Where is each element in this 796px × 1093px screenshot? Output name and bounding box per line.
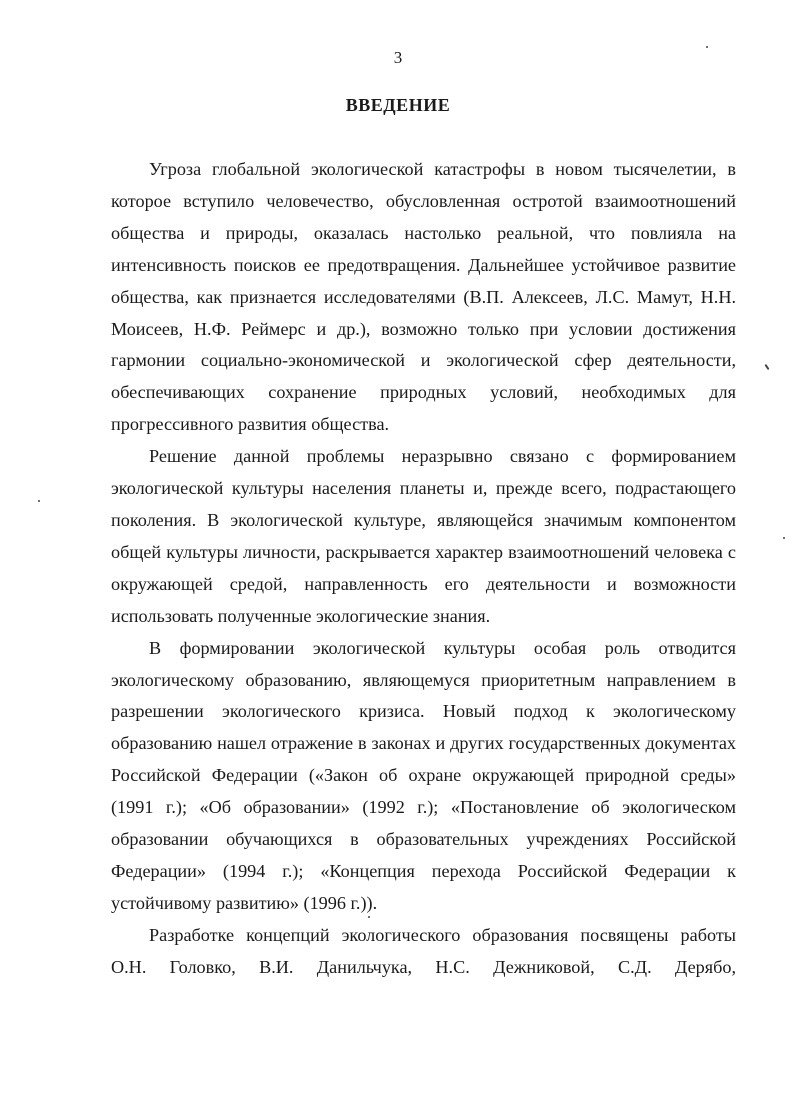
paragraph: Угроза глобальной экологической катастрофы в новом тысячелетии, в которое вступило человечество, обусловленная остротой взаимоотношений общества и природы, оказалась настолько реальной, что повлияла на интенсивность поисков ее предотвращения. Дальнейшее устойчивое развитие общества, как признается исследователями (В.П. Алексеев, Л.С. Мамут, Н.Н. Моисеев, Н.Ф. Реймерс и др.), возможно только при условии достижения гармонии социально-экономической и экологической сфер деятельности, обеспечивающих сохранение природных условий, необходимых для прогрессивного развития общества. xyxy=(111,159,736,435)
paragraph: В формировании экологической культуры особая роль отводится экологическому образованию, являющемуся приоритетным направлением в разрешении экологического кризиса. Новый подход к экологическому образованию нашел отражение в законах и других государственных документах Российской Федерации («Закон об охране окружающей природной среды» (1991 г.); «Об образовании» (1992 г.); «Постановление об экологическом образовании обучающихся в образовательных учреждениях Российской Федерации» (1994 г.); «Концепция перехода Российской Федерации к устойчивому развитию» (1996 г.)). xyxy=(111,637,736,913)
section-heading: ВВЕДЕНИЕ xyxy=(345,95,451,115)
document-body xyxy=(111,154,736,984)
page-number: 3 xyxy=(393,48,403,67)
paragraph: Разработке концепций экологического образования посвящены работы О.Н. Головко, В.И. Данильчука, Н.С. Дежниковой, С.Д. Дерябо, xyxy=(111,924,736,977)
scan-speck xyxy=(368,916,370,918)
scan-speck xyxy=(706,46,708,48)
paragraph: Решение данной проблемы неразрывно связано с формированием экологической культуры населения планеты и, прежде всего, подрастающего поколения. В экологической культуре, являющейся значимым компонентом общей культуры личности, раскрывается характер взаимоотношений человека с окружающей средой, направленность его деятельности и возможности использовать полученные экологические знания. xyxy=(111,446,736,626)
scan-speck xyxy=(764,364,769,370)
scan-speck xyxy=(783,537,785,539)
scan-speck xyxy=(38,500,40,502)
